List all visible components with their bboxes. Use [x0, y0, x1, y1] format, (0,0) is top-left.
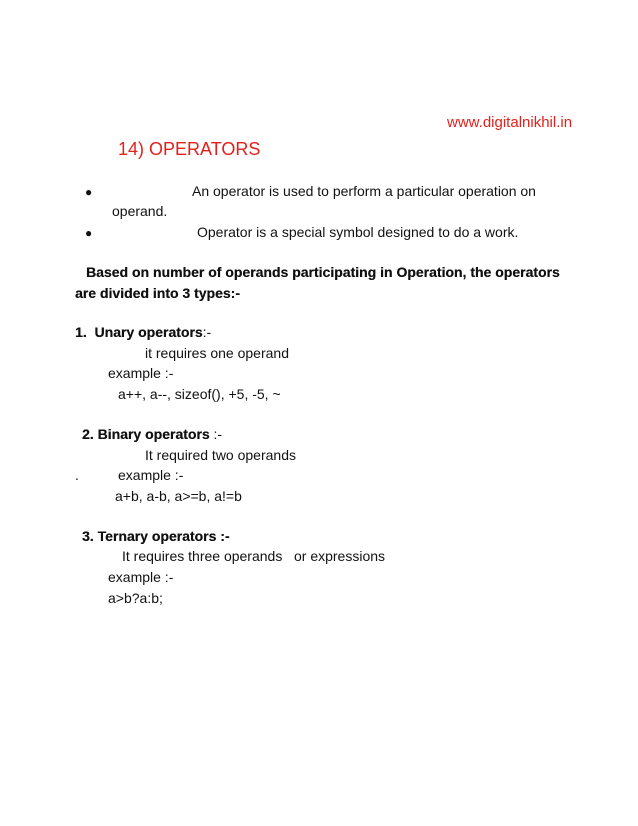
unary-title: 1. Unary operators: [75, 324, 203, 340]
intro-line-1: Based on number of operands participating in Operation, the operators: [86, 264, 560, 280]
unary-description: it requires one operand: [145, 345, 289, 361]
unary-example: a++, a--, sizeof(), +5, -5, ~: [118, 386, 281, 402]
ternary-title-row: [82, 527, 230, 545]
binary-title: 2. Binary operators: [82, 426, 210, 442]
ternary-example: a>b?a:b;: [108, 590, 163, 606]
bullet-1-line-2: operand.: [112, 203, 168, 219]
ternary-example-label: example :-: [108, 569, 174, 585]
binary-stray-mark: .: [75, 467, 79, 483]
binary-description: It required two operands: [145, 447, 296, 463]
ternary-title: 3. Ternary operators :-: [82, 528, 230, 544]
binary-example-label: example :-: [118, 467, 184, 483]
binary-title-row: [82, 425, 222, 443]
unary-title-row: [75, 323, 211, 341]
page-heading: 14) OPERATORS: [118, 139, 261, 159]
unary-title-suffix: :-: [202, 324, 212, 340]
intro-line-2: are divided into 3 types:-: [75, 285, 240, 301]
binary-title-suffix: :-: [209, 426, 223, 442]
unary-example-label: example :-: [108, 365, 174, 381]
bullet-2-line-1: Operator is a special symbol designed to do a work.: [197, 224, 519, 240]
bullet-1-line-1: An operator is used to perform a particular operation on: [192, 183, 536, 199]
bullet-dot-1: ●: [85, 185, 93, 199]
ternary-description: It requires three operands or expressions: [122, 548, 386, 564]
site-url: www.digitalnikhil.in: [447, 114, 573, 131]
bullet-dot-2: ●: [85, 226, 93, 240]
binary-example: a+b, a-b, a>=b, a!=b: [115, 488, 242, 504]
